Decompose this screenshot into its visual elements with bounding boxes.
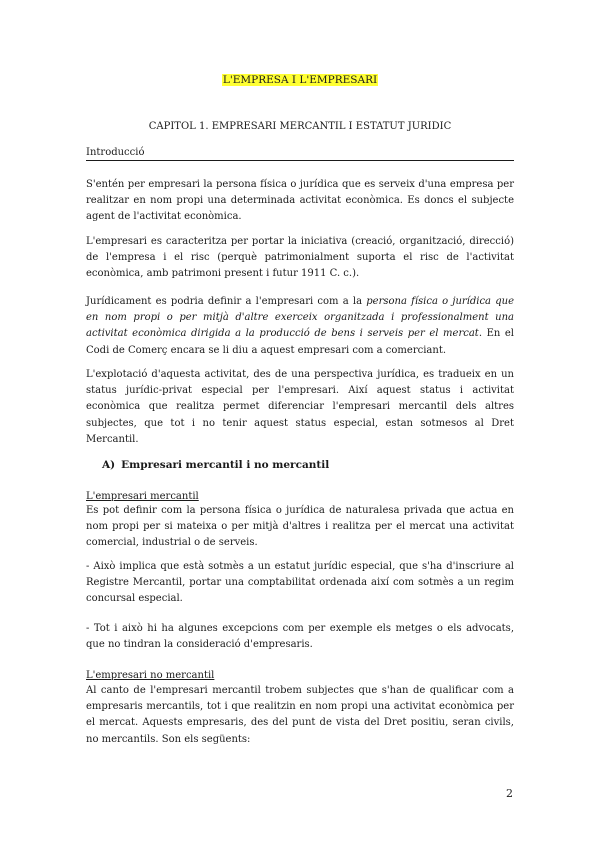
mercantil-paragraph-1: Es pot definir com la persona física o jurídica de naturalesa privada que actua en nom propi per si mateixa o per mitjà d'altres i realitza per el mercat una activitat comercial, industrial o de serveis. xyxy=(86,505,514,549)
intro-paragraph-3-definition: persona física o jurídica que en nom propi o per mitjà d'altre exerceix organitzada i professionalment una activitat econòmica dirigida a la producció de bens i serveis per el mercat xyxy=(86,296,514,340)
section-a-title: Empresari mercantil i no mercantil xyxy=(121,459,330,471)
intro-heading: Introducció xyxy=(86,146,514,161)
intro-paragraph-3-start: Jurídicament es podria definir a l'empresari com a la xyxy=(86,296,367,307)
document-title-text: L'EMPRESA I L'EMPRESARI xyxy=(222,74,378,86)
section-a-marker: A) xyxy=(102,459,116,471)
page-number: 2 xyxy=(506,787,513,800)
no-mercantil-label: L'empresari no mercantil xyxy=(86,670,215,681)
intro-paragraph-3 xyxy=(86,294,514,359)
intro-paragraph-1: S'entén per empresari la persona física o jurídica que es serveix d'una empresa per realitzar en nom propi una determinada activitat econòmica. Es doncs el subjecte agent de l'activitat econòmica. xyxy=(86,179,514,223)
intro-paragraph-2: L'empresari es caracteritza per portar la iniciativa (creació, organització, direcció) de l'empresa i el risc (perquè patrimonialment suporta el risc de l'activitat econòmica, amb patrimoni present i futur 1911 C. c.). xyxy=(86,236,514,280)
document-title xyxy=(0,74,600,87)
mercantil-label: L'empresari mercantil xyxy=(86,491,199,502)
chapter-heading: CAPITOL 1. EMPRESARI MERCANTIL I ESTATUT JURIDIC xyxy=(148,121,452,132)
section-a-heading xyxy=(102,459,335,472)
mercantil-paragraph-2: - Això implica que està sotmès a un estatut jurídic especial, que s'ha d'inscriure al Registre Mercantil, portar una comptabilitat ordenada així com sotmès a un regim concursal especial. xyxy=(86,561,514,605)
mercantil-paragraph-3: - Tot i això hi ha algunes excepcions com per exemple els metges o els advocats, que no tindran la consideració d'empresaris. xyxy=(86,623,514,651)
intro-paragraph-3-end: . En el Codi de Comerç encara se li diu a aquest empresari com a comerciant. xyxy=(86,328,514,356)
intro-paragraph-4: L'explotació d'aquesta activitat, des de una perspectiva jurídica, es tradueix en un status jurídic-privat especial per l'empresari. Així aquest status i activitat econòmica que realitza permet diferenciar l'empresari mercantil dels altres subjectes, que tot i no tenir aquest status especial, estan sotmesos al Dret Mercantil. xyxy=(86,369,514,445)
no-mercantil-paragraph-1: Al canto de l'empresari mercantil trobem subjectes que s'han de qualificar com a empresaris mercantils, tot i que realitzin en nom propi una activitat econòmica per el mercat. Aquests empresaris, des del punt de vista del Dret positiu, seran civils, no mercantils. Son els següents: xyxy=(86,685,514,745)
